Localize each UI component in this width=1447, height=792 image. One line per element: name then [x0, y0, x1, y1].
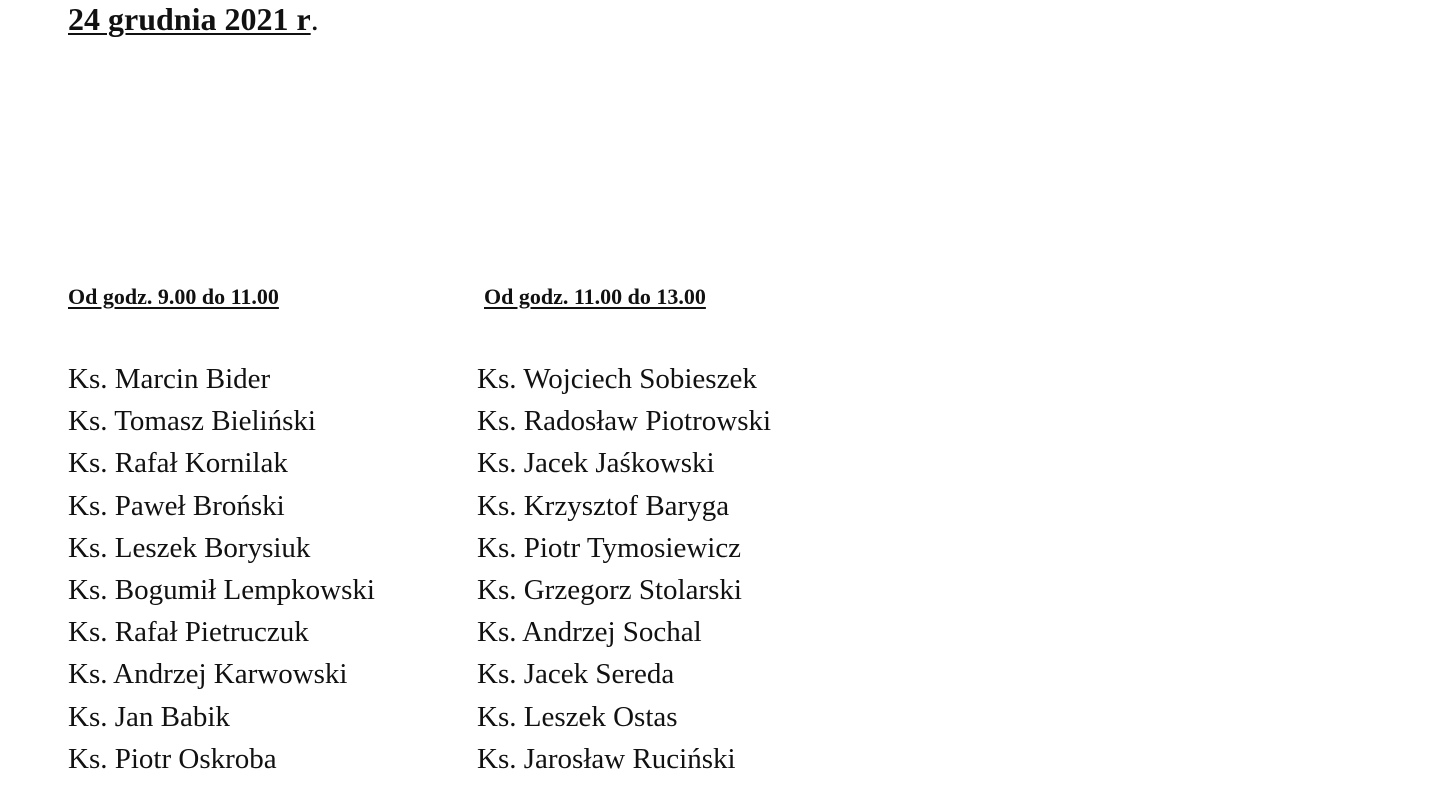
list-item: Ks. Jacek Jaśkowski [477, 447, 715, 480]
list-item: Ks. Piotr Tymosiewicz [477, 531, 742, 564]
document-date-text: 24 grudnia 2021 r [68, 1, 311, 37]
priest-list [477, 358, 771, 780]
list-item: Ks. Grzegorz Stolarski [477, 573, 742, 606]
column-header: Od godz. 11.00 do 13.00 [484, 284, 706, 309]
list-item: Ks. Leszek Ostas [477, 700, 678, 733]
document-date [68, 0, 319, 44]
list-item: Ks. Andrzej Sochal [477, 616, 702, 649]
list-item: Ks. Paweł Broński [68, 489, 285, 522]
list-item: Ks. Leszek Borysiuk [68, 531, 311, 564]
priest-list [68, 358, 375, 780]
column-header: Od godz. 9.00 do 11.00 [68, 284, 279, 309]
list-item: Ks. Jan Babik [68, 700, 230, 733]
schedule-column-midday [477, 280, 771, 780]
list-item: Ks. Bogumił Lempkowski [68, 573, 375, 606]
list-item: Ks. Andrzej Karwowski [68, 658, 348, 691]
list-item: Ks. Tomasz Bieliński [68, 405, 316, 438]
list-item: Ks. Piotr Oskroba [68, 742, 277, 775]
list-item: Ks. Jarosław Ruciński [477, 742, 736, 775]
list-item: Ks. Jacek Sereda [477, 658, 675, 691]
schedule-column-morning [68, 280, 375, 780]
list-item: Ks. Rafał Kornilak [68, 447, 288, 480]
list-item: Ks. Wojciech Sobieszek [477, 363, 757, 395]
list-item: Ks. Marcin Bider [68, 363, 271, 395]
list-item: Ks. Rafał Pietruczuk [68, 616, 309, 649]
list-item: Ks. Krzysztof Baryga [477, 489, 730, 522]
document-date-suffix: . [310, 1, 319, 37]
list-item: Ks. Radosław Piotrowski [477, 405, 772, 438]
